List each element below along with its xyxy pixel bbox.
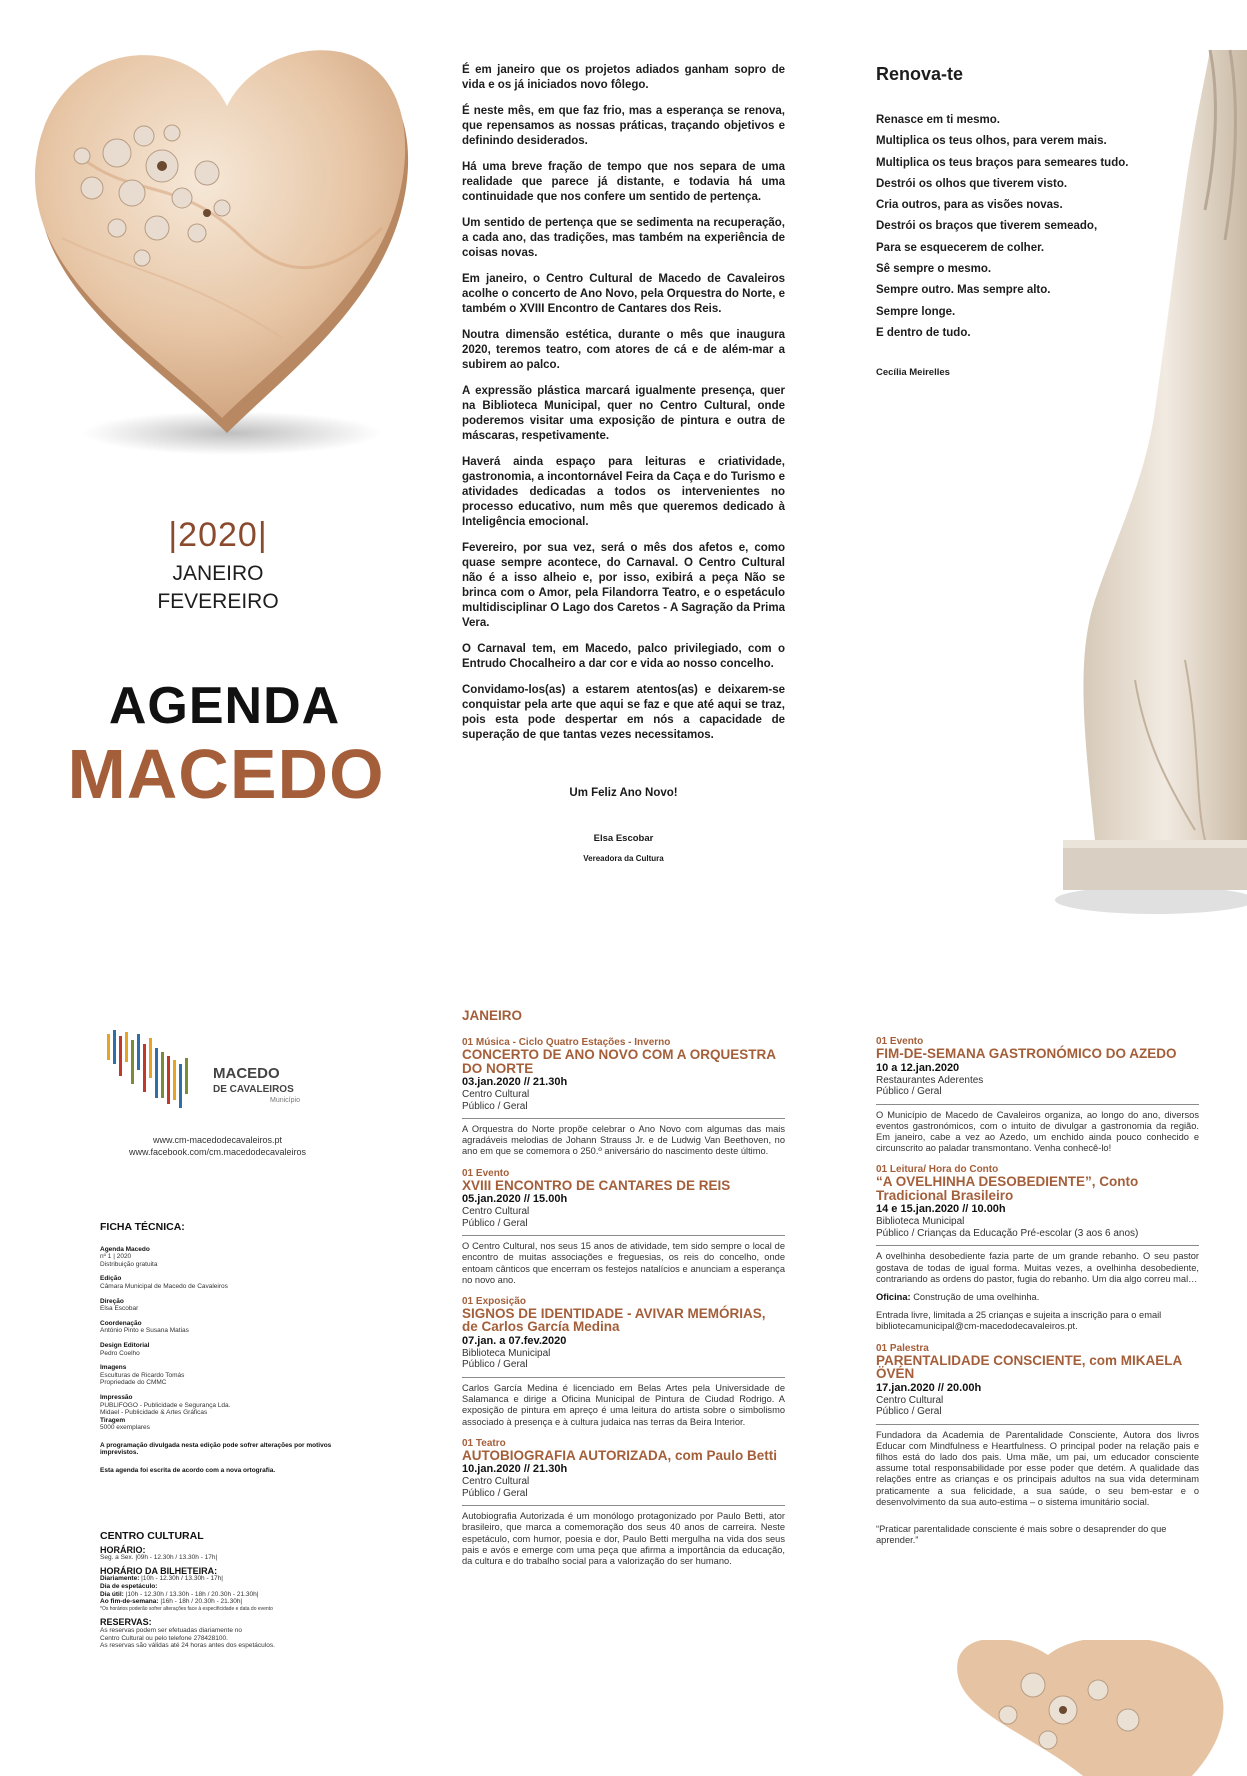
ticket-line-label: Dia de espetáculo: <box>100 1582 158 1590</box>
events-month-title: JANEIRO <box>462 1008 523 1023</box>
event-item <box>462 1438 785 1568</box>
poem-author: Cecília Meirelles <box>876 367 950 378</box>
poem-line: E dentro de tudo. <box>876 326 971 339</box>
event-item <box>462 1296 785 1428</box>
event-title: XVIII ENCONTRO DE CANTARES DE REIS <box>462 1177 731 1193</box>
event-place: Restaurantes Aderentes <box>876 1074 984 1086</box>
event-divider <box>462 1377 785 1378</box>
year-bar-right: | <box>257 516 268 554</box>
ticket-line-value: |10h - 12.30h / 13.30h - 18h / 20.30h - 21.30h| <box>123 1590 259 1598</box>
ficha-label: Tiragem <box>100 1416 126 1424</box>
events-column-right <box>876 1036 1199 1556</box>
ficha-group <box>100 1342 340 1357</box>
year-bar-left: | <box>168 516 179 554</box>
event-description: A ovelhinha desobediente fazia parte de um grande rebanho. O seu pastor gostava de todas de igual forma. Muitas vezes, a ovelhinha desobediente, contrariando as ordens do pastor, fugia do rebanho. Um dia algo correu mal… <box>876 1251 1199 1284</box>
event-title: CONCERTO DE ANO NOVO COM A ORQUESTRA DO NORTE <box>462 1047 776 1076</box>
poem-line: Sê sempre o mesmo. <box>876 263 992 276</box>
intro-paragraph: A expressão plástica marcará igualmente presença, quer na Biblioteca Municipal, quer no Centro Cultural, onde poderemos visitar uma exposição de pintura e outra de máscaras, respetivamente. <box>462 385 785 442</box>
event-date: 07.jan. a 07.fev.2020 <box>462 1334 567 1347</box>
ficha-line: António Pinto e Susana Matias <box>100 1327 189 1335</box>
event-place: Centro Cultural <box>462 1089 530 1100</box>
event-extra-info: Entrada livre, limitada a 25 crianças e sujeita a inscrição para o email bibliotecamunicipal@cm-macedodecavaleiros.pt. <box>876 1310 1162 1332</box>
ficha-line: 5000 exemplares <box>100 1424 150 1432</box>
ticket-line <box>100 1598 340 1606</box>
poem-line: Cria outros, para as visões novas. <box>876 199 1063 212</box>
municipality-logo <box>105 1030 320 1120</box>
event-date: 03.jan.2020 // 21.30h <box>462 1076 568 1088</box>
ficha-group <box>100 1394 340 1432</box>
month-janeiro: JANEIRO <box>172 562 264 585</box>
event-description: A Orquestra do Norte propõe celebrar o Ano Novo com algumas das mais agradáveis melodias de Johann Strauss Jr. e de Ludwig Van Beethoven, no ano em que se comemora o 250.º aniversário do nascimento deste último. <box>462 1124 785 1157</box>
poem-line: Sempre outro. Mas sempre alto. <box>876 284 1051 297</box>
event-date: 10.jan.2020 // 21.30h <box>462 1463 568 1476</box>
ficha-line: Propriedade do CMMC <box>100 1379 167 1387</box>
event-description: Carlos García Medina é licenciado em Belas Artes pela Universidade de Salamanca e dirige a Oficina Municipal de Pintura de Ciudad Rodrigo. A exposição de pintura em apreço é uma leitura do artista sobre o simbolismo associado à presença e à cultura judaica nas terras da Beira Interior. <box>462 1382 785 1427</box>
event-place: Centro Cultural <box>462 1206 530 1218</box>
month-fevereiro: FEVEREIRO <box>157 590 279 613</box>
event-divider <box>462 1118 785 1119</box>
logo-name-2: DE CAVALEIROS <box>213 1084 294 1095</box>
event-place: Biblioteca Municipal <box>462 1347 551 1359</box>
workshop-value: Construção de uma ovelhinha. <box>910 1291 1040 1302</box>
intro-paragraph: Noutra dimensão estética, durante o mês que inaugura 2020, teremos teatro, com atores de cá e de além-mar a subirem ao palco. <box>462 329 785 371</box>
ticket-line-label: Ao fim-de-semana: <box>100 1598 159 1606</box>
event-audience: Público / Geral <box>462 1217 528 1229</box>
event-date: 17.jan.2020 // 20.00h <box>876 1381 982 1394</box>
ficha-label: Agenda Macedo <box>100 1245 150 1253</box>
greeting: Um Feliz Ano Novo! <box>569 787 678 799</box>
event-title: PARENTALIDADE CONSCIENTE, com MIKAELA ÖVÉN <box>876 1352 1182 1382</box>
intro-paragraph: É em janeiro que os projetos adiados ganham sopro de vida e os já iniciados novo fôlego. <box>462 64 785 91</box>
event-description: O Município de Macedo de Cavaleiros organiza, ao longo do ano, diversos eventos gastronómicos, com o intuito de divulgar a gastronomia da região. Em janeiro, cabe a vez ao Azedo, um enchido ainda pouco conhecido e circunscrito ao paladar transmontano. Venha conhecê-lo! <box>876 1109 1199 1154</box>
event-audience: Público / Geral <box>462 1487 528 1499</box>
event-item <box>462 1168 785 1286</box>
logo-sub: Município <box>270 1097 300 1104</box>
ficha-label: Edição <box>100 1275 122 1283</box>
event-description: O Centro Cultural, nos seus 15 anos de atividade, tem sido sempre o local de encontro de muitas associações e freguesias, os reis do concelho, onde entoam cânticos que encerram os festejos natalícios e anunciam a esperança no novo ano. <box>462 1241 785 1285</box>
event-category: 01 Leitura/ Hora do Conto <box>876 1164 999 1176</box>
intro-paragraph: É neste mês, em que faz frio, mas a esperança se renova, que repensamos as nossas práticas, traçando objetivos e definindo desiderados. <box>462 105 785 147</box>
poem-title: Renova-te <box>876 64 964 84</box>
poem-line: Multiplica os teus olhos, para verem mais. <box>876 135 1107 148</box>
ticket-line-value: |16h - 18h / 20.30h - 21.30h| <box>158 1598 243 1606</box>
ficha-label: Direção <box>100 1297 124 1305</box>
event-divider <box>876 1104 1199 1105</box>
cultural-center-info <box>100 1530 340 1656</box>
ticket-line <box>100 1591 340 1599</box>
year-heading <box>100 516 336 555</box>
reservations-line: Centro Cultural ou pelo telefone 278428100. <box>100 1634 228 1642</box>
event-date: 05.jan.2020 // 15.00h <box>462 1193 568 1206</box>
intro-paragraph: O Carnaval tem, em Macedo, palco privilegiado, com o Entrudo Chocalheiro a dar cor e vida ao nosso concelho. <box>462 643 785 670</box>
ficha-group <box>100 1246 340 1269</box>
cultural-center-title: CENTRO CULTURAL <box>100 1530 204 1542</box>
ficha-line: Midael - Publicidade & Artes Gráficas <box>100 1409 208 1417</box>
intro-text <box>462 63 785 754</box>
ticket-line-label: Dia útil: <box>100 1590 124 1598</box>
reservations-line: As reservas podem ser efetuadas diariamente no <box>100 1626 242 1634</box>
months-heading <box>100 560 336 616</box>
intro-paragraph: Um sentido de pertença que se sedimenta na recuperação, a cada ano, das tradições, mas também na experiência de coisas novas. <box>462 217 785 259</box>
intro-paragraph: Há uma breve fração de tempo que nos separa de uma realidade que parece já distante, e todavia há uma continuidade que nos confere um sentido de pertença. <box>462 161 785 203</box>
schedule-group <box>100 1544 340 1562</box>
event-item <box>876 1343 1199 1547</box>
reservations-line: As reservas são válidas até 24 horas antes dos espetáculos. <box>100 1642 275 1650</box>
reservations-label: RESERVAS: <box>100 1617 152 1628</box>
agenda-title: AGENDA <box>108 677 341 735</box>
ficha-note: A programação divulgada nesta edição pode sofrer alterações por motivos imprevistos. <box>100 1441 332 1457</box>
year-number: 2020 <box>178 516 258 554</box>
ficha-note: Esta agenda foi escrita de acordo com a nova ortografia. <box>100 1467 276 1475</box>
poem-line: Sempre longe. <box>876 305 956 318</box>
event-audience: Público / Geral <box>876 1086 942 1097</box>
event-audience: Público / Geral <box>462 1100 528 1112</box>
event-title: “A OVELHINHA DESOBEDIENTE”, Conto Tradicional Brasileiro <box>876 1174 1139 1203</box>
event-divider <box>462 1235 785 1236</box>
ticket-office-label: HORÁRIO DA BILHETEIRA: <box>100 1565 218 1576</box>
event-place: Centro Cultural <box>462 1476 530 1488</box>
poem-line: Renasce em ti mesmo. <box>876 114 1001 126</box>
event-category: 01 Música - Ciclo Quatro Estações - Inverno <box>462 1037 671 1048</box>
event-category: 01 Evento <box>462 1167 510 1179</box>
event-category: 01 Palestra <box>876 1342 929 1354</box>
ficha-label: Impressão <box>100 1393 133 1401</box>
technical-sheet-title: FICHA TÉCNICA: <box>100 1221 185 1233</box>
ficha-label: Imagens <box>100 1364 127 1372</box>
ficha-line: Distribuição gratuita <box>100 1260 158 1268</box>
ficha-line: PUBLIFOGO - Publicidade e Segurança Lda. <box>100 1401 231 1409</box>
event-audience: Público / Geral <box>462 1359 528 1371</box>
ticket-office-group <box>100 1565 340 1614</box>
event-place: Centro Cultural <box>876 1394 944 1406</box>
event-place: Biblioteca Municipal <box>876 1216 965 1228</box>
event-description: Fundadora da Academia de Parentalidade Consciente, Autora dos livros Educar com Mindfulness e Heartfulness. O principal poder na relação pais e filhos está do lado dos pais. Uma mãe, um pai, um educador consciente assume total responsabilidade por esse poder que detém. A qualidade das relações entre as crianças e os principais adultos na sua vida determinam praticamente a sua felicidade, a sua saúde, o seu bem-estar e o desenvolvimento da sua auto-estima – o sistema imunitário social. <box>876 1429 1199 1507</box>
intro-paragraph: Em janeiro, o Centro Cultural de Macedo de Cavaleiros acolhe o concerto de Ano Novo, pela Orquestra do Norte, e também o XVIII Encontro de Cantares dos Reis. <box>462 273 785 315</box>
intro-paragraph: Convidamo-los(as) a estarem atentos(as) e deixarem-se conquistar pela arte que aqui se faz e que até aqui se traz, pois esta pode despertar em nós a capacidade de superação de que tantas vezes necessitamos. <box>462 684 785 741</box>
schedule-value: Seg. a Sex. |09h - 12.30h / 13.30h - 17h| <box>100 1554 218 1562</box>
event-date: 14 e 15.jan.2020 // 10.00h <box>876 1203 1006 1216</box>
ticket-note: *Os horários poderão sofrer alterações face à especificidade e data do evento <box>100 1605 273 1612</box>
reservations-group <box>100 1619 340 1649</box>
ficha-group <box>100 1275 340 1290</box>
event-category: 01 Evento <box>876 1036 924 1047</box>
event-title: SIGNOS DE IDENTIDADE - AVIVAR MEMÓRIAS, de Carlos García Medina <box>462 1305 766 1335</box>
signature-name: Elsa Escobar <box>593 833 654 844</box>
event-quote: “Praticar parentalidade consciente é mais sobre o desaprender do que aprender.” <box>876 1523 1167 1546</box>
intro-paragraph: Haverá ainda espaço para leituras e criatividade, gastronomia, a incontornável Feira da Caça e do Turismo e atividades dedicadas a todos os intervenientes no processo educativo, num mês que queremos dedicado à Inteligência emocional. <box>462 456 785 528</box>
intro-paragraph: Fevereiro, por sua vez, será o mês dos afetos e, como quase sempre acontece, do Carnaval. O Centro Cultural não é a isso alheio e, por isso, exibirá a peça Não se brinca com o Amor, pela Filandorra Teatro, e o espetáculo multidisciplinar O Lago dos Caretos - A Sagração da Prima Vera. <box>462 542 785 629</box>
workshop-label: Oficina: <box>876 1291 911 1302</box>
ficha-line: Esculturas de Ricardo Tomás <box>100 1371 185 1379</box>
ficha-group <box>100 1364 340 1387</box>
schedule-label: HORÁRIO: <box>100 1544 146 1555</box>
event-item <box>876 1164 1199 1332</box>
event-item <box>876 1036 1199 1154</box>
logo-name-1: MACEDO <box>213 1065 280 1082</box>
ficha-line: Elsa Escobar <box>100 1305 139 1313</box>
event-description: Autobiografia Autorizada é um monólogo protagonizado por Paulo Betti, ator brasileiro, que marca a comemoração dos seus 40 anos de carreira. Neste espetáculo, com humor, poesia e dor, Paulo Betti mergulha na vida dos seus pais e avós e emerge com uma peça que afirma a importância da educação, da cultura e do trabalho social para a valorização do ser humano. <box>462 1511 785 1567</box>
event-item <box>462 1037 785 1158</box>
event-audience: Público / Geral <box>876 1406 942 1418</box>
events-column-left <box>462 1037 785 1577</box>
web-links <box>100 1134 335 1158</box>
event-divider <box>462 1505 785 1506</box>
ticket-line-value: |10h - 12.30h / 13.30h - 17h| <box>139 1575 223 1583</box>
ficha-line: Pedro Coelho <box>100 1349 140 1357</box>
signature-role: Vereadora da Cultura <box>583 854 664 863</box>
macedo-title: MACEDO <box>67 735 385 813</box>
poem-line: Destrói os olhos que tiverem visto. <box>876 177 1068 190</box>
event-category: 01 Teatro <box>462 1437 506 1449</box>
technical-sheet <box>100 1221 340 1475</box>
poem-body <box>876 110 1176 344</box>
heart-sculpture-image <box>22 38 412 458</box>
event-divider <box>876 1424 1199 1425</box>
event-audience: Público / Crianças da Educação Pré-escolar (3 aos 6 anos) <box>876 1227 1139 1239</box>
event-divider <box>876 1245 1199 1246</box>
ficha-label: Coordenação <box>100 1319 142 1327</box>
event-workshop <box>876 1292 1199 1303</box>
poem-line: Multiplica os teus braços para semeares tudo. <box>876 156 1129 169</box>
ficha-label: Design Editorial <box>100 1341 150 1349</box>
poem-line: Para se esquecerem de colher. <box>876 241 1045 254</box>
website-link[interactable]: www.cm-macedodecavaleiros.pt <box>152 1135 283 1145</box>
ficha-line: Câmara Municipal de Macedo de Cavaleiros <box>100 1282 228 1290</box>
facebook-link[interactable]: www.facebook.com/cm.macedodecavaleiros <box>128 1147 307 1157</box>
ficha-group <box>100 1298 340 1313</box>
ticket-line-label: Diariamente: <box>100 1575 140 1583</box>
ticket-line <box>100 1575 340 1583</box>
event-title: FIM-DE-SEMANA GASTRONÓMICO DO AZEDO <box>876 1046 1177 1061</box>
ficha-group <box>100 1320 340 1335</box>
event-category: 01 Exposição <box>462 1295 526 1307</box>
poem-line: Destrói os braços que tiverem semeado, <box>876 220 1098 233</box>
ficha-line: nº 1 | 2020 <box>100 1253 132 1261</box>
heart-sculpture-image-small <box>938 1640 1247 1776</box>
event-title: AUTOBIOGRAFIA AUTORIZADA, com Paulo Betti <box>462 1447 778 1463</box>
event-date: 10 a 12.jan.2020 <box>876 1061 960 1074</box>
